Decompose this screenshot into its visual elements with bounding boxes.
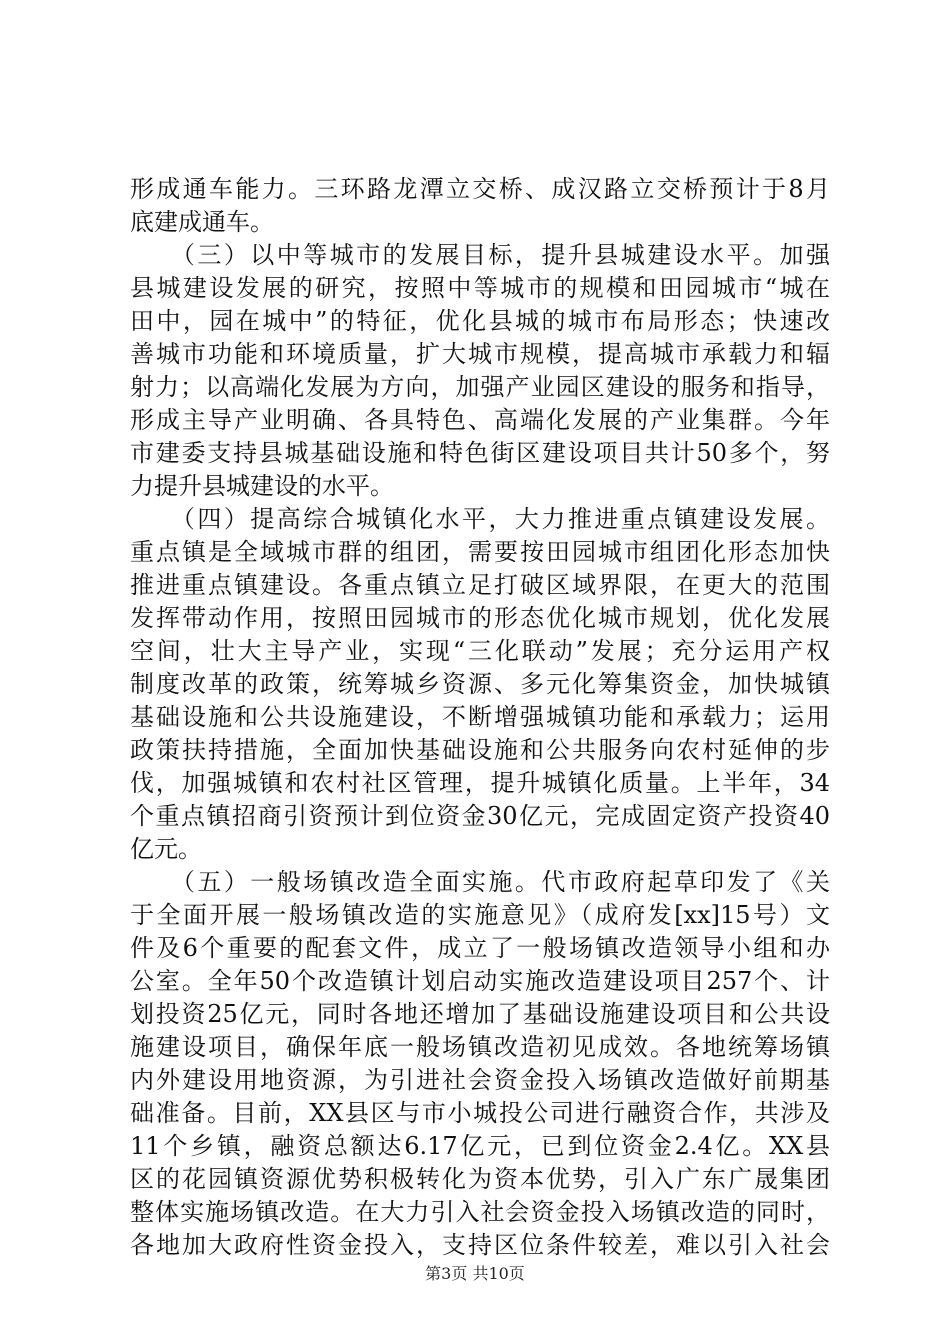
text-line: 伐，加强城镇和农村社区管理，提升城镇化质量。上半年，34 xyxy=(130,769,830,797)
text-line: 于全面开展一般场镇改造的实施意见》（成府发[xx]15号）文 xyxy=(130,901,830,929)
text-line: 形成主导产业明确、各具特色、高端化发展的产业集群。今年 xyxy=(130,406,830,434)
text-line: 推进重点镇建设。各重点镇立足打破区域界限，在更大的范围 xyxy=(130,571,830,599)
text-line: 底建成通车。 xyxy=(130,208,274,236)
text-line: （三）以中等城市的发展目标，提升县城建设水平。加强 xyxy=(130,241,830,269)
text-line: （五）一般场镇改造全面实施。代市政府起草印发了《关 xyxy=(130,868,830,896)
text-line: 政策扶持措施，全面加快基础设施和公共服务向农村延伸的步 xyxy=(130,736,830,764)
text-line: 整体实施场镇改造。在大力引入社会资金投入场镇改造的同时， xyxy=(130,1198,830,1226)
text-line: 础准备。目前，XX县区与市小城投公司进行融资合作，共涉及 xyxy=(130,1099,830,1127)
text-line: 基础设施和公共设施建设，不断增强城镇功能和承载力；运用 xyxy=(130,703,830,731)
text-line: （四）提高综合城镇化水平，大力推进重点镇建设发展。 xyxy=(130,505,830,533)
text-line: 11个乡镇，融资总额达6.17亿元，已到位资金2.4亿。XX县 xyxy=(130,1132,830,1160)
text-line: 形成通车能力。三环路龙潭立交桥、成汉路立交桥预计于8月 xyxy=(130,175,830,203)
text-line: 个重点镇招商引资预计到位资金30亿元，完成固定资产投资40 xyxy=(130,802,830,830)
text-line: 公室。全年50个改造镇计划启动实施改造建设项目257个、计 xyxy=(130,967,830,995)
body-text xyxy=(130,173,830,1262)
text-line: 内外建设用地资源，为引进社会资金投入场镇改造做好前期基 xyxy=(130,1066,830,1094)
page-footer: 第3页 共10页 xyxy=(425,1264,525,1283)
text-line: 重点镇是全域城市群的组团，需要按田园城市组团化形态加快 xyxy=(130,538,830,566)
text-line: 亿元。 xyxy=(130,835,202,863)
text-line: 力提升县城建设的水平。 xyxy=(130,472,394,500)
text-line: 各地加大政府性资金投入，支持区位条件较差，难以引入社会 xyxy=(130,1231,830,1259)
text-line: 区的花园镇资源优势积极转化为资本优势，引入广东广晟集团 xyxy=(130,1165,830,1193)
text-line: 县城建设发展的研究，按照中等城市的规模和田园城市“城在 xyxy=(130,274,830,302)
text-line: 件及6个重要的配套文件，成立了一般场镇改造领导小组和办 xyxy=(130,934,830,962)
text-line: 空间，壮大主导产业，实现“三化联动”发展；充分运用产权 xyxy=(130,637,830,665)
text-line: 制度改革的政策，统筹城乡资源、多元化筹集资金，加快城镇 xyxy=(130,670,830,698)
text-line: 善城市功能和环境质量，扩大城市规模，提高城市承载力和辐 xyxy=(130,340,830,368)
text-line: 发挥带动作用，按照田园城市的形态优化城市规划，优化发展 xyxy=(130,604,830,632)
text-line: 射力；以高端化发展为方向，加强产业园区建设的服务和指导， xyxy=(130,373,830,401)
text-line: 施建设项目，确保年底一般场镇改造初见成效。各地统筹场镇 xyxy=(130,1033,830,1061)
text-line: 市建委支持县城基础设施和特色街区建设项目共计50多个，努 xyxy=(130,439,830,467)
text-line: 田中，园在城中”的特征，优化县城的城市布局形态；快速改 xyxy=(130,307,830,335)
text-line: 划投资25亿元，同时各地还增加了基础设施建设项目和公共设 xyxy=(130,1000,830,1028)
